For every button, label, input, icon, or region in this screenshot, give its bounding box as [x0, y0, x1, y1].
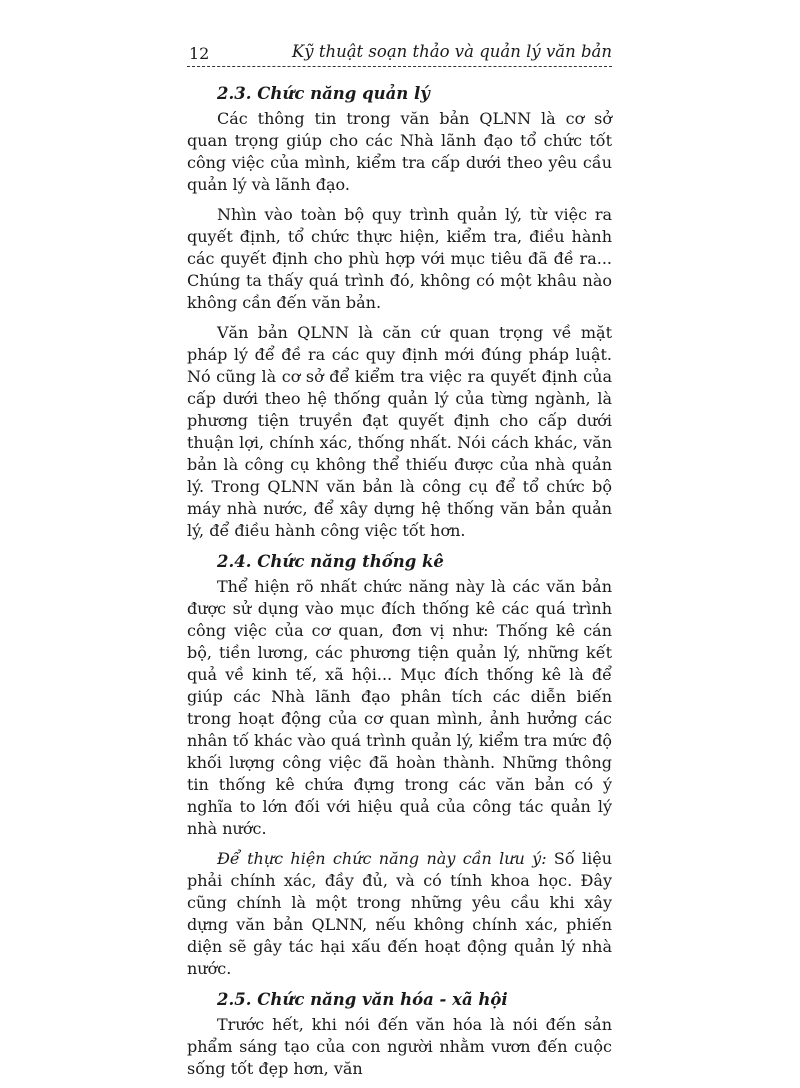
note-lead: Để thực hiện chức năng này cần lưu ý: [217, 849, 547, 868]
section-heading: 2.4. Chức năng thống kê [217, 552, 444, 571]
paragraph: Nhìn vào toàn bộ quy trình quản lý, từ việc ra quyết định, tổ chức thực hiện, kiểm tra, điều hành các quyết định cho phù hợp với mục tiêu đã đề ra... Chúng ta thấy quá trình đó, không có một khâu nào không cần đến văn bản. [187, 205, 612, 312]
section-heading: 2.5. Chức năng văn hóa - xã hội [217, 990, 508, 1009]
running-title: Kỹ thuật soạn thảo và quản lý văn bản [291, 42, 612, 61]
note-paragraph [187, 848, 612, 980]
page-header [187, 40, 612, 67]
page-body [187, 82, 612, 1088]
paragraph: Văn bản QLNN là căn cứ quan trọng về mặt pháp lý để đề ra các quy định mới đúng pháp luật. Nó cũng là cơ sở để kiểm tra việc ra quyết định của cấp dưới theo hệ thống quản lý của từng ngành, là phương tiện truyền đạt quyết định cho cấp dưới thuận lợi, chính xác, thống nhất. Nói cách khác, văn bản là công cụ không thể thiếu được của nhà quản lý. Trong QLNN văn bản là công cụ để tổ chức bộ máy nhà nước, để xây dựng hệ thống văn bản quản lý, để điều hành công việc tốt hơn. [187, 323, 612, 540]
paragraph: Thể hiện rõ nhất chức năng này là các văn bản được sử dụng vào mục đích thống kê các quá trình công việc của cơ quan, đơn vị như: Thống kê cán bộ, tiền lương, các phương tiện quản lý, những kết quả về kinh tế, xã hội... Mục đích thống kê là để giúp các Nhà lãnh đạo phân tích các diễn biến trong hoạt động của cơ quan mình, ảnh hưởng các nhân tố khác vào quá trình quản lý, kiểm tra mức độ khối lượng công việc đã hoàn thành. Những thông tin thống kê chứa đựng trong các văn bản có ý nghĩa to lớn đối với hiệu quả của công tác quản lý nhà nước. [187, 577, 612, 838]
section-heading: 2.3. Chức năng quản lý [217, 84, 430, 103]
paragraph: Các thông tin trong văn bản QLNN là cơ sở quan trọng giúp cho các Nhà lãnh đạo tổ chức tốt công việc của mình, kiểm tra cấp dưới theo yêu cầu quản lý và lãnh đạo. [187, 109, 612, 194]
paragraph: Trước hết, khi nói đến văn hóa là nói đến sản phẩm sáng tạo của con người nhằm vươn đến cuộc sống tốt đẹp hơn, văn [187, 1015, 612, 1078]
note-text: Số liệu phải chính xác, đầy đủ, và có tính khoa học. Đây cũng chính là một trong những yêu cầu khi xây dựng văn bản QLNN, nếu không chính xác, phiến diện sẽ gây tác hại xấu đến hoạt động quản lý nhà nước. [187, 849, 613, 978]
page-number: 12 [189, 44, 210, 63]
